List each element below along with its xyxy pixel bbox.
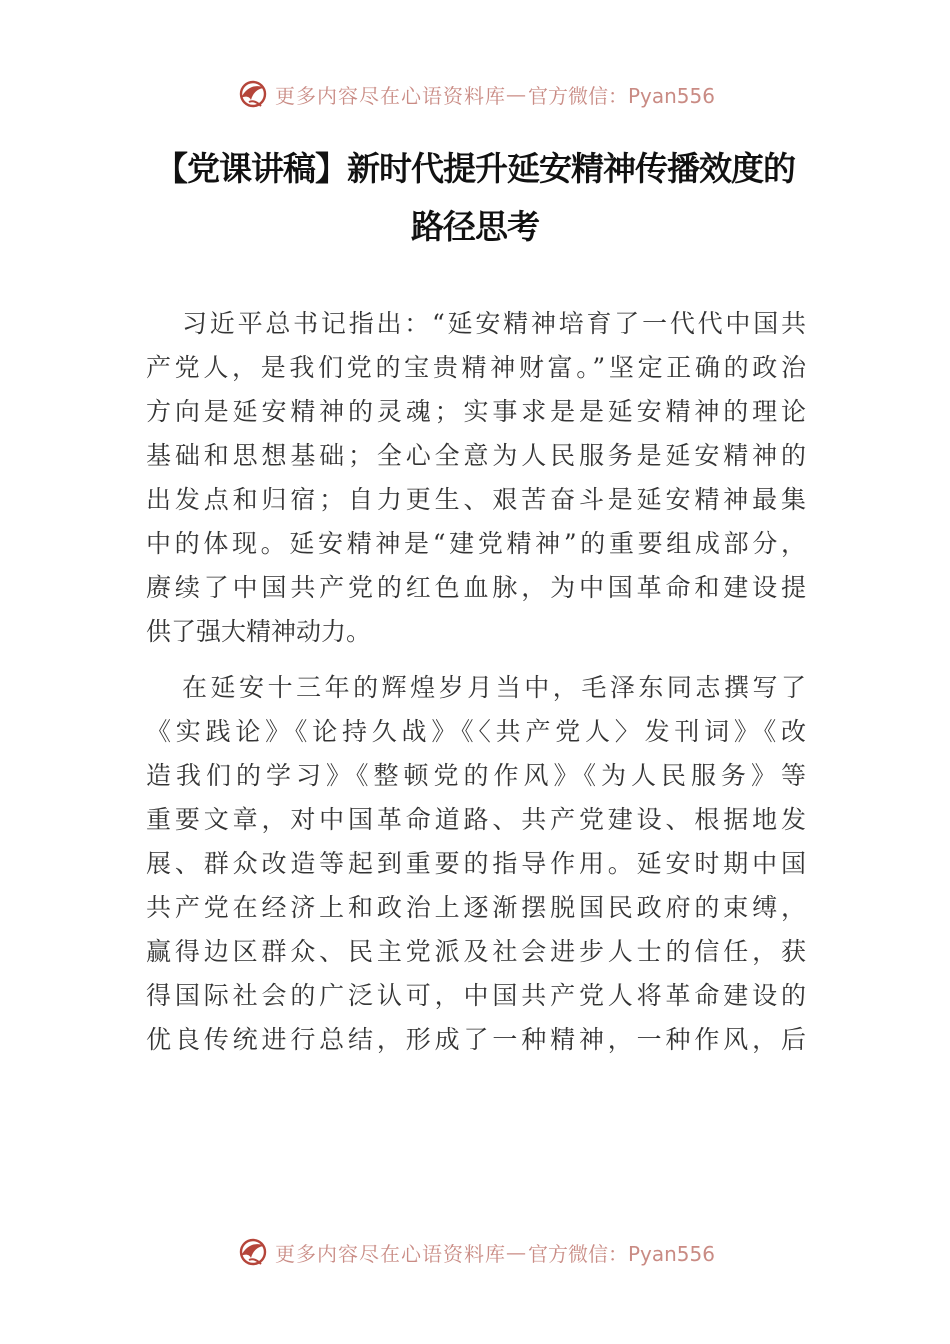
- text-line: 《实践论》《论持久战》《〈共产党人〉发刊词》《改: [146, 717, 806, 746]
- document-body: [146, 302, 806, 1074]
- text-line: 产党人，是我们党的宝贵精神财富。”坚定正确的政治: [146, 353, 806, 382]
- header-banner: [0, 74, 950, 114]
- footer-banner: [0, 1232, 950, 1272]
- footer-wechat-text: 官方微信：Pyan556: [527, 1241, 715, 1266]
- text-line: 得国际社会的广泛认可，中国共产党人将革命建设的: [146, 981, 806, 1010]
- header-separator: —: [505, 82, 526, 106]
- text-line: 赢得边区群众、民主党派及社会进步人士的信任，获: [146, 937, 806, 966]
- footer-separator: —: [505, 1240, 526, 1264]
- paragraph: [146, 302, 806, 654]
- text-line: 造我们的学习》《整顿党的作风》《为人民服务》等: [146, 761, 806, 790]
- text-line: 出发点和归宿；自力更生、艰苦奋斗是延安精神最集: [146, 485, 806, 514]
- footer-brand-text: 更多内容尽在心语资料库: [274, 1241, 506, 1266]
- phoenix-logo-icon: [235, 76, 271, 112]
- header-brand-text: 更多内容尽在心语资料库: [274, 83, 506, 108]
- phoenix-logo-icon: [235, 1234, 271, 1270]
- text-line: 重要文章，对中国革命道路、共产党建设、根据地发: [146, 805, 806, 834]
- header-wechat-text: 官方微信：Pyan556: [527, 83, 715, 108]
- text-line: 赓续了中国共产党的红色血脉，为中国革命和建设提: [146, 573, 806, 602]
- text-line: 共产党在经济上和政治上逐渐摆脱国民政府的束缚，: [146, 893, 806, 922]
- text-line: 供了强大精神动力。: [146, 617, 372, 646]
- paragraph: [146, 666, 806, 1062]
- text-line: 展、群众改造等起到重要的指导作用。延安时期中国: [146, 849, 806, 878]
- text-line: 习近平总书记指出：“延安精神培育了一代代中国共: [182, 309, 806, 338]
- text-line: 中的体现。延安精神是“建党精神”的重要组成部分，: [146, 529, 806, 558]
- title-line: 【党课讲稿】新时代提升延安精神传播效度的: [155, 149, 795, 188]
- text-line: 方向是延安精神的灵魂；实事求是是延安精神的理论: [146, 397, 806, 426]
- page-title: [100, 140, 850, 256]
- text-line: 在延安十三年的辉煌岁月当中，毛泽东同志撰写了: [182, 673, 806, 702]
- text-line: 基础和思想基础；全心全意为人民服务是延安精神的: [146, 441, 806, 470]
- text-line: 优良传统进行总结，形成了一种精神，一种作风，后: [146, 1025, 806, 1054]
- title-line: 路径思考: [411, 207, 539, 246]
